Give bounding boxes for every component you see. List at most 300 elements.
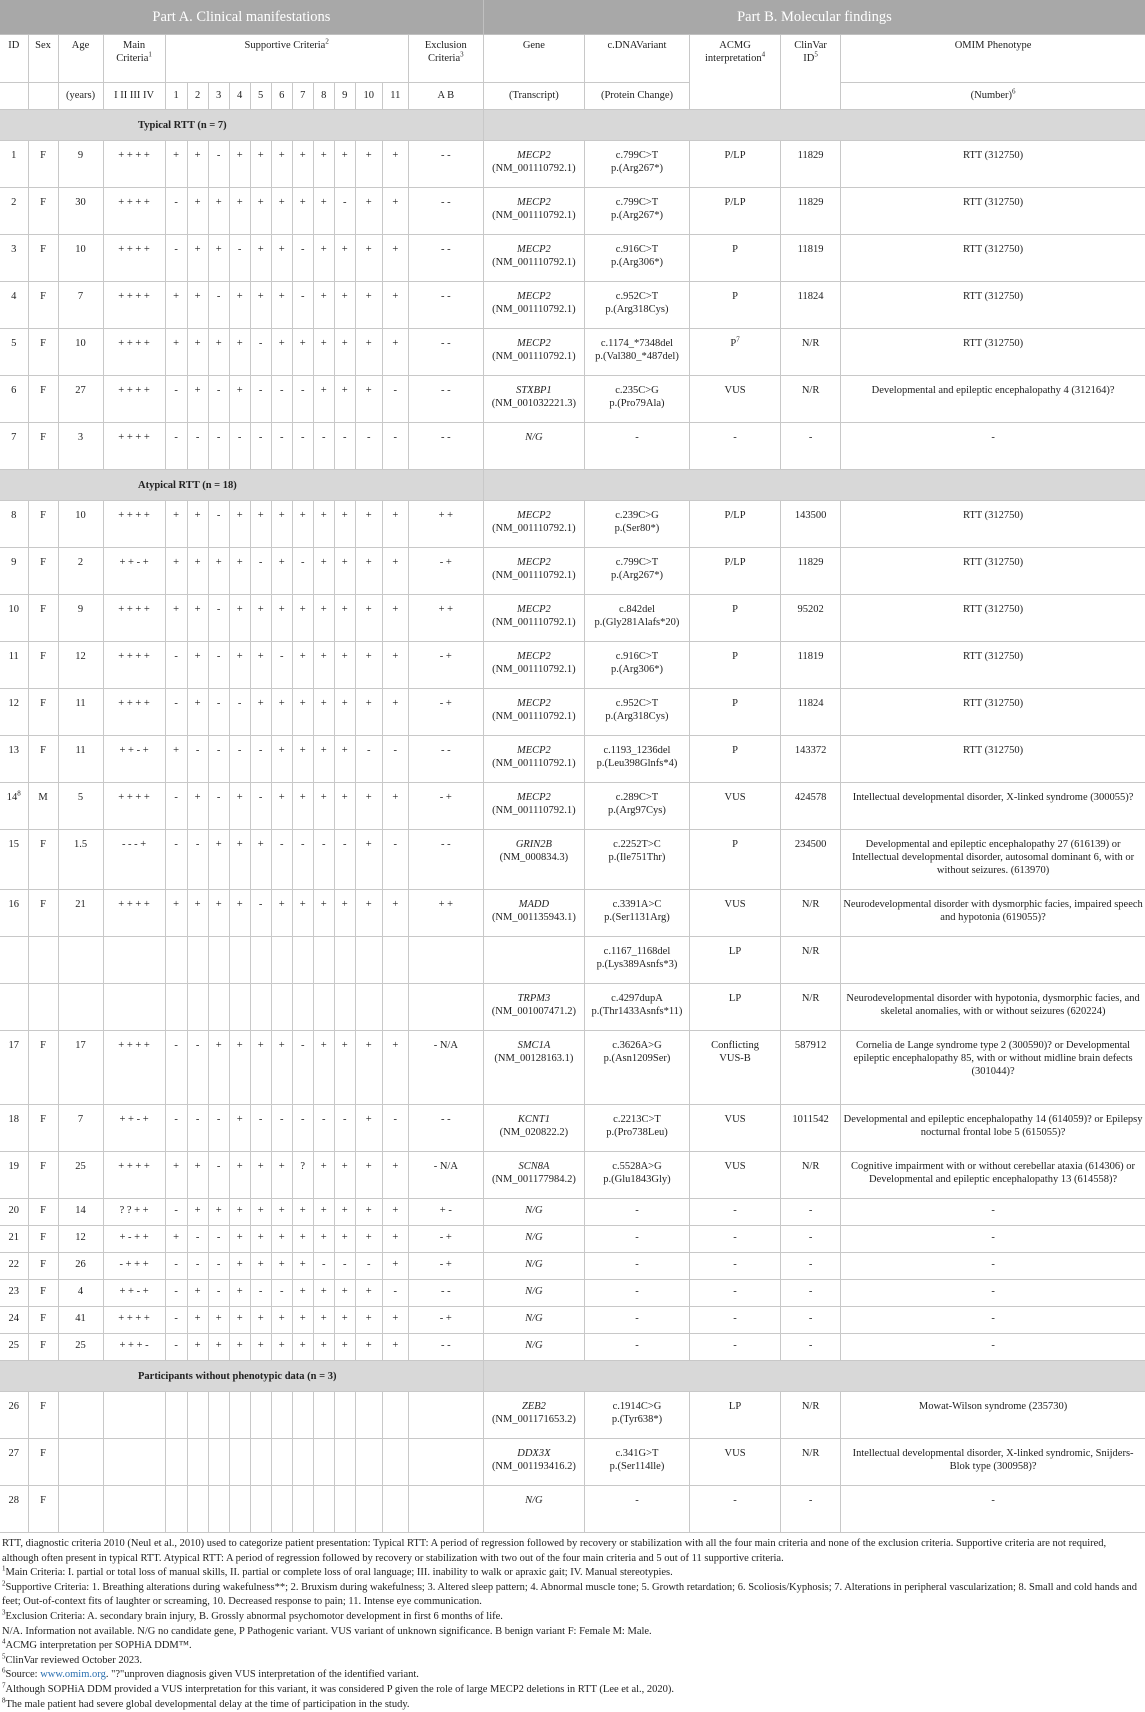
cell-supportive-9: + [334, 235, 355, 282]
subcol-supp-10: 10 [355, 83, 382, 110]
cell-supportive-1: - [165, 642, 187, 689]
cell-supportive-2: - [187, 1105, 208, 1152]
cell-omim: - [841, 423, 1145, 470]
cell-omim: RTT (312750) [841, 282, 1145, 329]
cell-supportive-6: - [271, 830, 292, 890]
cell-main-criteria: + + + + [103, 890, 165, 937]
cell-exclusion: - + [408, 1226, 483, 1253]
cell-supportive-8: - [313, 1105, 334, 1152]
cell-supportive-8 [313, 1392, 334, 1439]
col-supportive-criteria: Supportive Criteria$^2$ [165, 35, 408, 83]
cell-supportive-1 [165, 1392, 187, 1439]
cell-variant: c.1914C>G p.(Tyr638*) [584, 1392, 689, 1439]
cell-acmg: $P^7$ [690, 329, 781, 376]
cell-supportive-1: + [165, 501, 187, 548]
cell-omim: Developmental and epileptic encephalopathy 14 (614059)? or Epilepsy nocturnal frontal lobe 5 (615055)? [841, 1105, 1145, 1152]
table-row [0, 1031, 1145, 1105]
cell-supportive-3 [208, 937, 229, 984]
cell-supportive-8: + [313, 1226, 334, 1253]
cell-supportive-8: - [313, 830, 334, 890]
part-header-row [0, 0, 1145, 35]
cell-clinvar: - [781, 1334, 841, 1361]
cell-sex: F [28, 1152, 58, 1199]
cell-omim: RTT (312750) [841, 642, 1145, 689]
cell-clinvar: 234500 [781, 830, 841, 890]
cell-sex: F [28, 1486, 58, 1533]
cell-omim: - [841, 1334, 1145, 1361]
footnote-5: $^5$ClinVar reviewed October 2023. [2, 1652, 142, 1666]
cell-supportive-6: + [271, 188, 292, 235]
cell-omim: - [841, 1307, 1145, 1334]
cell-supportive-4: + [229, 1031, 250, 1105]
cell-supportive-11: + [382, 1307, 408, 1334]
cell-supportive-3: - [208, 689, 229, 736]
cell-sex [28, 984, 58, 1031]
cell-supportive-10: + [355, 1152, 382, 1199]
cell-supportive-4: + [229, 329, 250, 376]
cell-supportive-4: + [229, 1253, 250, 1280]
cell-gene: MECP2 (NM_001110792.1) [483, 188, 584, 235]
table-row [0, 141, 1145, 188]
cell-supportive-8 [313, 1486, 334, 1533]
subcol-supp-3: 3 [208, 83, 229, 110]
cell-supportive-10: + [355, 783, 382, 830]
cell-supportive-9: + [334, 548, 355, 595]
cell-supportive-2: - [187, 423, 208, 470]
cell-id: 6 [0, 376, 28, 423]
subcol-variant: (Protein Change) [584, 83, 689, 110]
cell-main-criteria: + + - + [103, 1280, 165, 1307]
cell-variant: c.341G>T p.(Ser114lle) [584, 1439, 689, 1486]
cell-acmg: VUS [690, 1439, 781, 1486]
cell-supportive-6: + [271, 736, 292, 783]
cell-supportive-1: - [165, 689, 187, 736]
cell-supportive-10: + [355, 1105, 382, 1152]
cell-supportive-10 [355, 1392, 382, 1439]
subcol-age: (years) [58, 83, 103, 110]
group-label: Typical RTT (n = 7) [0, 110, 483, 141]
cell-supportive-5: - [250, 376, 271, 423]
cell-id: 4 [0, 282, 28, 329]
cell-supportive-2: + [187, 501, 208, 548]
col-clinvar: ClinVar $ID^5$ [781, 35, 841, 110]
cell-main-criteria: + + - + [103, 736, 165, 783]
cell-acmg: - [690, 1486, 781, 1533]
cell-gene: MECP2 (NM_001110792.1) [483, 736, 584, 783]
cell-gene: SMC1A (NM_00128163.1) [483, 1031, 584, 1105]
cell-supportive-4: + [229, 1280, 250, 1307]
cell-supportive-10: + [355, 1199, 382, 1226]
table-row [0, 642, 1145, 689]
cell-id: 13 [0, 736, 28, 783]
cell-supportive-11: - [382, 830, 408, 890]
cell-omim: Developmental and epileptic encephalopathy 4 (312164)? [841, 376, 1145, 423]
cell-supportive-6 [271, 1392, 292, 1439]
cell-clinvar: N/R [781, 890, 841, 937]
table-row [0, 548, 1145, 595]
cell-supportive-7: - [292, 1105, 313, 1152]
cell-gene: SCN8A (NM_001177984.2) [483, 1152, 584, 1199]
cell-main-criteria: + + + + [103, 329, 165, 376]
cell-omim: RTT (312750) [841, 548, 1145, 595]
cell-main-criteria [103, 1486, 165, 1533]
cell-supportive-10: + [355, 235, 382, 282]
cell-exclusion: - - [408, 1334, 483, 1361]
cell-acmg: VUS [690, 890, 781, 937]
cell-age: 10 [58, 329, 103, 376]
cell-exclusion: - - [408, 282, 483, 329]
cell-omim: RTT (312750) [841, 595, 1145, 642]
cell-variant: c.289C>T p.(Arg97Cys) [584, 783, 689, 830]
cell-id: 1 [0, 141, 28, 188]
omim-link[interactable]: www.omim.org [40, 1669, 106, 1681]
footnote-4: $^4$ACMG interpretation per SOPHiA DDM™. [2, 1637, 192, 1652]
cell-supportive-11: - [382, 736, 408, 783]
cell-age: 7 [58, 282, 103, 329]
cell-gene: MADD (NM_001135943.1) [483, 890, 584, 937]
cell-age: 17 [58, 1031, 103, 1105]
cell-supportive-9: - [334, 188, 355, 235]
cell-supportive-4: + [229, 548, 250, 595]
table-row [0, 736, 1145, 783]
cell-exclusion: - + [408, 783, 483, 830]
cell-supportive-9: - [334, 830, 355, 890]
cell-variant: c.1193_1236del p.(Leu398Glnfs*4) [584, 736, 689, 783]
cell-age: 5 [58, 783, 103, 830]
cell-main-criteria: + + + - [103, 1334, 165, 1361]
cell-supportive-8: + [313, 1199, 334, 1226]
cell-supportive-9: + [334, 642, 355, 689]
cell-variant: - [584, 423, 689, 470]
cell-exclusion [408, 1439, 483, 1486]
table-row [0, 235, 1145, 282]
cell-supportive-7: + [292, 1280, 313, 1307]
cell-omim: Developmental and epileptic encephalopathy 27 (616139) or Intellectual developmental disorder, autosomal dominant 6, with or without seizures. (613970) [841, 830, 1145, 890]
cell-id: 10 [0, 595, 28, 642]
col-id: ID [0, 35, 28, 83]
cell-supportive-8: + [313, 141, 334, 188]
cell-supportive-4: + [229, 1105, 250, 1152]
cell-supportive-5: + [250, 1226, 271, 1253]
table-row [0, 783, 1145, 830]
cell-supportive-5: + [250, 235, 271, 282]
cell-exclusion [408, 1486, 483, 1533]
cell-supportive-8: + [313, 689, 334, 736]
cell-supportive-9: + [334, 376, 355, 423]
cell-main-criteria: + - + + [103, 1226, 165, 1253]
cell-supportive-1: - [165, 423, 187, 470]
cell-supportive-3: + [208, 890, 229, 937]
cell-supportive-1: - [165, 1253, 187, 1280]
cell-clinvar: 11829 [781, 188, 841, 235]
cell-supportive-7: - [292, 282, 313, 329]
cell-supportive-4: + [229, 1152, 250, 1199]
cell-exclusion: + + [408, 501, 483, 548]
cell-supportive-1: + [165, 282, 187, 329]
table-row [0, 984, 1145, 1031]
cell-supportive-4: + [229, 1334, 250, 1361]
cell-age [58, 1439, 103, 1486]
cell-clinvar: - [781, 1226, 841, 1253]
cell-age: 10 [58, 235, 103, 282]
cell-id: 25 [0, 1334, 28, 1361]
cell-omim: - [841, 1280, 1145, 1307]
cell-variant: c.5528A>G p.(Glu1843Gly) [584, 1152, 689, 1199]
cell-supportive-4: + [229, 1199, 250, 1226]
cell-acmg: VUS [690, 783, 781, 830]
cell-supportive-8 [313, 1439, 334, 1486]
cell-supportive-5 [250, 1439, 271, 1486]
cell-exclusion: - - [408, 376, 483, 423]
cell-variant: c.239C>G p.(Ser80*) [584, 501, 689, 548]
cell-age: 11 [58, 689, 103, 736]
cell-main-criteria: + + + + [103, 235, 165, 282]
cell-supportive-11: + [382, 188, 408, 235]
cell-supportive-2: + [187, 642, 208, 689]
footnote-8: $^8$The male patient had severe global developmental delay at the time of participation in the study. [2, 1696, 410, 1710]
cell-supportive-3 [208, 1439, 229, 1486]
cell-supportive-8: + [313, 890, 334, 937]
cell-supportive-1: - [165, 235, 187, 282]
cell-supportive-7 [292, 984, 313, 1031]
cell-exclusion [408, 937, 483, 984]
cell-exclusion [408, 984, 483, 1031]
column-header-row [0, 35, 1145, 83]
cell-id: 2 [0, 188, 28, 235]
cell-variant: - [584, 1334, 689, 1361]
cell-supportive-6: + [271, 282, 292, 329]
cell-supportive-8: + [313, 1307, 334, 1334]
cell-supportive-7 [292, 937, 313, 984]
cell-supportive-8: + [313, 642, 334, 689]
cell-supportive-1: - [165, 1307, 187, 1334]
cell-supportive-6: + [271, 1031, 292, 1105]
cell-acmg: P [690, 282, 781, 329]
cell-supportive-3: + [208, 830, 229, 890]
cell-supportive-11: + [382, 1334, 408, 1361]
cell-clinvar: 11829 [781, 141, 841, 188]
cell-gene: TRPM3 (NM_001007471.2) [483, 984, 584, 1031]
cell-clinvar: - [781, 423, 841, 470]
cell-supportive-10: - [355, 1253, 382, 1280]
subcol-gene: (Transcript) [483, 83, 584, 110]
cell-supportive-10: + [355, 548, 382, 595]
cell-sex: F [28, 595, 58, 642]
cell-supportive-4: + [229, 830, 250, 890]
cell-exclusion: - - [408, 830, 483, 890]
cell-supportive-10: + [355, 595, 382, 642]
cell-supportive-4: + [229, 783, 250, 830]
footnote-7: $^7$Although SOPHiA DDM provided a VUS interpretation for this variant, it was considered P given the role of large MECP2 deletions in RTT (Lee et al., 2020). [2, 1681, 675, 1695]
cell-supportive-8: + [313, 1280, 334, 1307]
cell-supportive-7: + [292, 501, 313, 548]
subcol-supp-7: 7 [292, 83, 313, 110]
cell-supportive-5: - [250, 329, 271, 376]
table-footnotes [0, 1533, 1145, 1712]
cell-supportive-3: - [208, 642, 229, 689]
cell-supportive-5: + [250, 642, 271, 689]
cell-supportive-11: + [382, 1199, 408, 1226]
footnote-2: $^2$Supportive Criteria: 1. Breathing alterations during wakefulness**; 2. Bruxism during wakefulness; 3. Altered sleep pattern; 4. Abnormal muscle tone; 5. Growth retardation; 6. Scoliosis/Kyphosis; 7. Alterations in peripheral vascularization; 8. Small and cold hands and feet; Out-of-context fits of laughter or screaming, 10. Decreased response to pain; 11. Intense eye communication. [2, 1579, 1137, 1608]
cell-supportive-11: + [382, 642, 408, 689]
cell-main-criteria: + + + + [103, 642, 165, 689]
cell-exclusion: - - [408, 329, 483, 376]
cell-sex: F [28, 736, 58, 783]
cell-sex: F [28, 1334, 58, 1361]
cell-supportive-10 [355, 937, 382, 984]
cell-supportive-9: + [334, 1280, 355, 1307]
cell-supportive-11: + [382, 501, 408, 548]
cell-id: 9 [0, 548, 28, 595]
cell-supportive-2 [187, 1486, 208, 1533]
cell-supportive-3: - [208, 1226, 229, 1253]
cell-main-criteria: + + + + [103, 501, 165, 548]
subcol-omim: (Number)$^6$ [841, 83, 1145, 110]
cell-acmg: LP [690, 984, 781, 1031]
cell-age: 30 [58, 188, 103, 235]
cell-omim: Cornelia de Lange syndrome type 2 (300590)? or Developmental epileptic encephalopathy 85, with or without midline brain defects (301044)? [841, 1031, 1145, 1105]
cell-supportive-3: - [208, 501, 229, 548]
cell-supportive-11: + [382, 548, 408, 595]
cell-supportive-6: + [271, 1152, 292, 1199]
cell-supportive-7: + [292, 890, 313, 937]
cell-supportive-5: - [250, 423, 271, 470]
cell-exclusion: - + [408, 689, 483, 736]
cell-clinvar: 143500 [781, 501, 841, 548]
cell-acmg: P [690, 689, 781, 736]
cell-supportive-3: - [208, 282, 229, 329]
cell-exclusion: - + [408, 548, 483, 595]
cell-supportive-10: + [355, 282, 382, 329]
cell-gene: KCNT1 (NM_020822.2) [483, 1105, 584, 1152]
cell-exclusion: - + [408, 1307, 483, 1334]
cell-supportive-5: + [250, 1253, 271, 1280]
cell-sex: F [28, 1253, 58, 1280]
footnote-abbreviations: N/A. Information not available. N/G no candidate gene, P Pathogenic variant. VUS variant of unknown significance. B benign variant F: Female M: Male. [2, 1625, 652, 1637]
cell-age: 12 [58, 642, 103, 689]
cell-supportive-10: + [355, 642, 382, 689]
cell-supportive-9: + [334, 329, 355, 376]
cell-supportive-11: + [382, 1253, 408, 1280]
cell-supportive-7: - [292, 548, 313, 595]
subcol-supp-1: 1 [165, 83, 187, 110]
cell-age: 41 [58, 1307, 103, 1334]
cell-sex: F [28, 1280, 58, 1307]
cell-age [58, 1486, 103, 1533]
cell-variant: c.916C>T p.(Arg306*) [584, 235, 689, 282]
cell-supportive-4: - [229, 736, 250, 783]
cell-id: 21 [0, 1226, 28, 1253]
cell-age: 3 [58, 423, 103, 470]
cell-main-criteria: + + + + [103, 1307, 165, 1334]
cell-id: 26 [0, 1392, 28, 1439]
cell-main-criteria: + + + + [103, 689, 165, 736]
group-spacer [483, 1361, 1145, 1392]
cell-supportive-9: + [334, 1334, 355, 1361]
cell-id: 24 [0, 1307, 28, 1334]
cell-supportive-4: + [229, 376, 250, 423]
cell-supportive-8: + [313, 548, 334, 595]
cell-sex: F [28, 890, 58, 937]
cell-acmg: P [690, 642, 781, 689]
cell-supportive-2: + [187, 1280, 208, 1307]
cell-supportive-6: + [271, 890, 292, 937]
cell-variant: c.1167_1168del p.(Lys389Asnfs*3) [584, 937, 689, 984]
cell-supportive-7: + [292, 1253, 313, 1280]
cell-supportive-6: + [271, 329, 292, 376]
cell-variant: c.916C>T p.(Arg306*) [584, 642, 689, 689]
cell-gene: ZEB2 (NM_001171653.2) [483, 1392, 584, 1439]
cell-sex: F [28, 282, 58, 329]
cell-variant: c.4297dupA p.(Thr1433Asnfs*11) [584, 984, 689, 1031]
cell-omim: RTT (312750) [841, 188, 1145, 235]
cell-main-criteria [103, 984, 165, 1031]
cell-exclusion: - - [408, 1105, 483, 1152]
subcol-main: I II III IV [103, 83, 165, 110]
cell-supportive-11 [382, 1392, 408, 1439]
cell-supportive-6: - [271, 423, 292, 470]
cell-id: 22 [0, 1253, 28, 1280]
cell-variant: c.1174_*7348del p.(Val380_*487del) [584, 329, 689, 376]
cell-omim: Intellectual developmental disorder, X-linked syndromic, Snijders-Blok type (300958)? [841, 1439, 1145, 1486]
cell-exclusion: - - [408, 423, 483, 470]
cell-supportive-4: + [229, 595, 250, 642]
cell-exclusion: - + [408, 1253, 483, 1280]
cell-supportive-7: + [292, 689, 313, 736]
cell-exclusion: - N/A [408, 1031, 483, 1105]
cell-supportive-9: - [334, 1105, 355, 1152]
cell-acmg: VUS [690, 376, 781, 423]
cell-supportive-3: - [208, 423, 229, 470]
cell-supportive-2: + [187, 188, 208, 235]
cell-supportive-10: + [355, 890, 382, 937]
cell-supportive-2: + [187, 890, 208, 937]
cell-age: 9 [58, 141, 103, 188]
cell-supportive-4 [229, 1439, 250, 1486]
cell-clinvar: N/R [781, 376, 841, 423]
cell-supportive-5: - [250, 1105, 271, 1152]
cell-clinvar: 587912 [781, 1031, 841, 1105]
cell-supportive-11 [382, 1486, 408, 1533]
group-label: Participants without phenotypic data (n = 3) [0, 1361, 483, 1392]
cell-supportive-9: + [334, 1307, 355, 1334]
cell-supportive-9: + [334, 1199, 355, 1226]
table-row [0, 830, 1145, 890]
cell-sex: F [28, 1226, 58, 1253]
cell-supportive-1: - [165, 188, 187, 235]
footnote-1: $^1$Main Criteria: I. partial or total loss of manual skills, II. partial or complete loss of oral language; III. inability to walk or apraxic gait; IV. Manual stereotypies. [2, 1564, 673, 1579]
cell-variant: c.842del p.(Gly281Alafs*20) [584, 595, 689, 642]
cell-supportive-2 [187, 984, 208, 1031]
cell-supportive-4: + [229, 1226, 250, 1253]
cell-supportive-6 [271, 1486, 292, 1533]
cell-supportive-6: + [271, 141, 292, 188]
cell-supportive-6: - [271, 1105, 292, 1152]
cell-supportive-6: + [271, 689, 292, 736]
cell-supportive-7 [292, 1439, 313, 1486]
col-sex: Sex [28, 35, 58, 83]
cell-supportive-11: + [382, 689, 408, 736]
cell-supportive-3: - [208, 1280, 229, 1307]
cell-supportive-8: - [313, 423, 334, 470]
cell-supportive-2: + [187, 783, 208, 830]
cell-acmg: P/LP [690, 141, 781, 188]
cell-sex: F [28, 235, 58, 282]
footnote-intro: RTT, diagnostic criteria 2010 (Neul et al., 2010) used to categorize patient presentation: Typical RTT: A period of regression followed by recovery or stabilization with all the four main criteria and none of the exclusion criteria. Supportive criteria are not required, although often present in typical RTT. Atypical RTT: A period of regression followed by recovery or stabilization with two out of the four main criteria and 5 out of 11 supportive criteria. [2, 1538, 1107, 1564]
cell-main-criteria [103, 937, 165, 984]
cell-exclusion: - N/A [408, 1152, 483, 1199]
cell-sex: F [28, 329, 58, 376]
